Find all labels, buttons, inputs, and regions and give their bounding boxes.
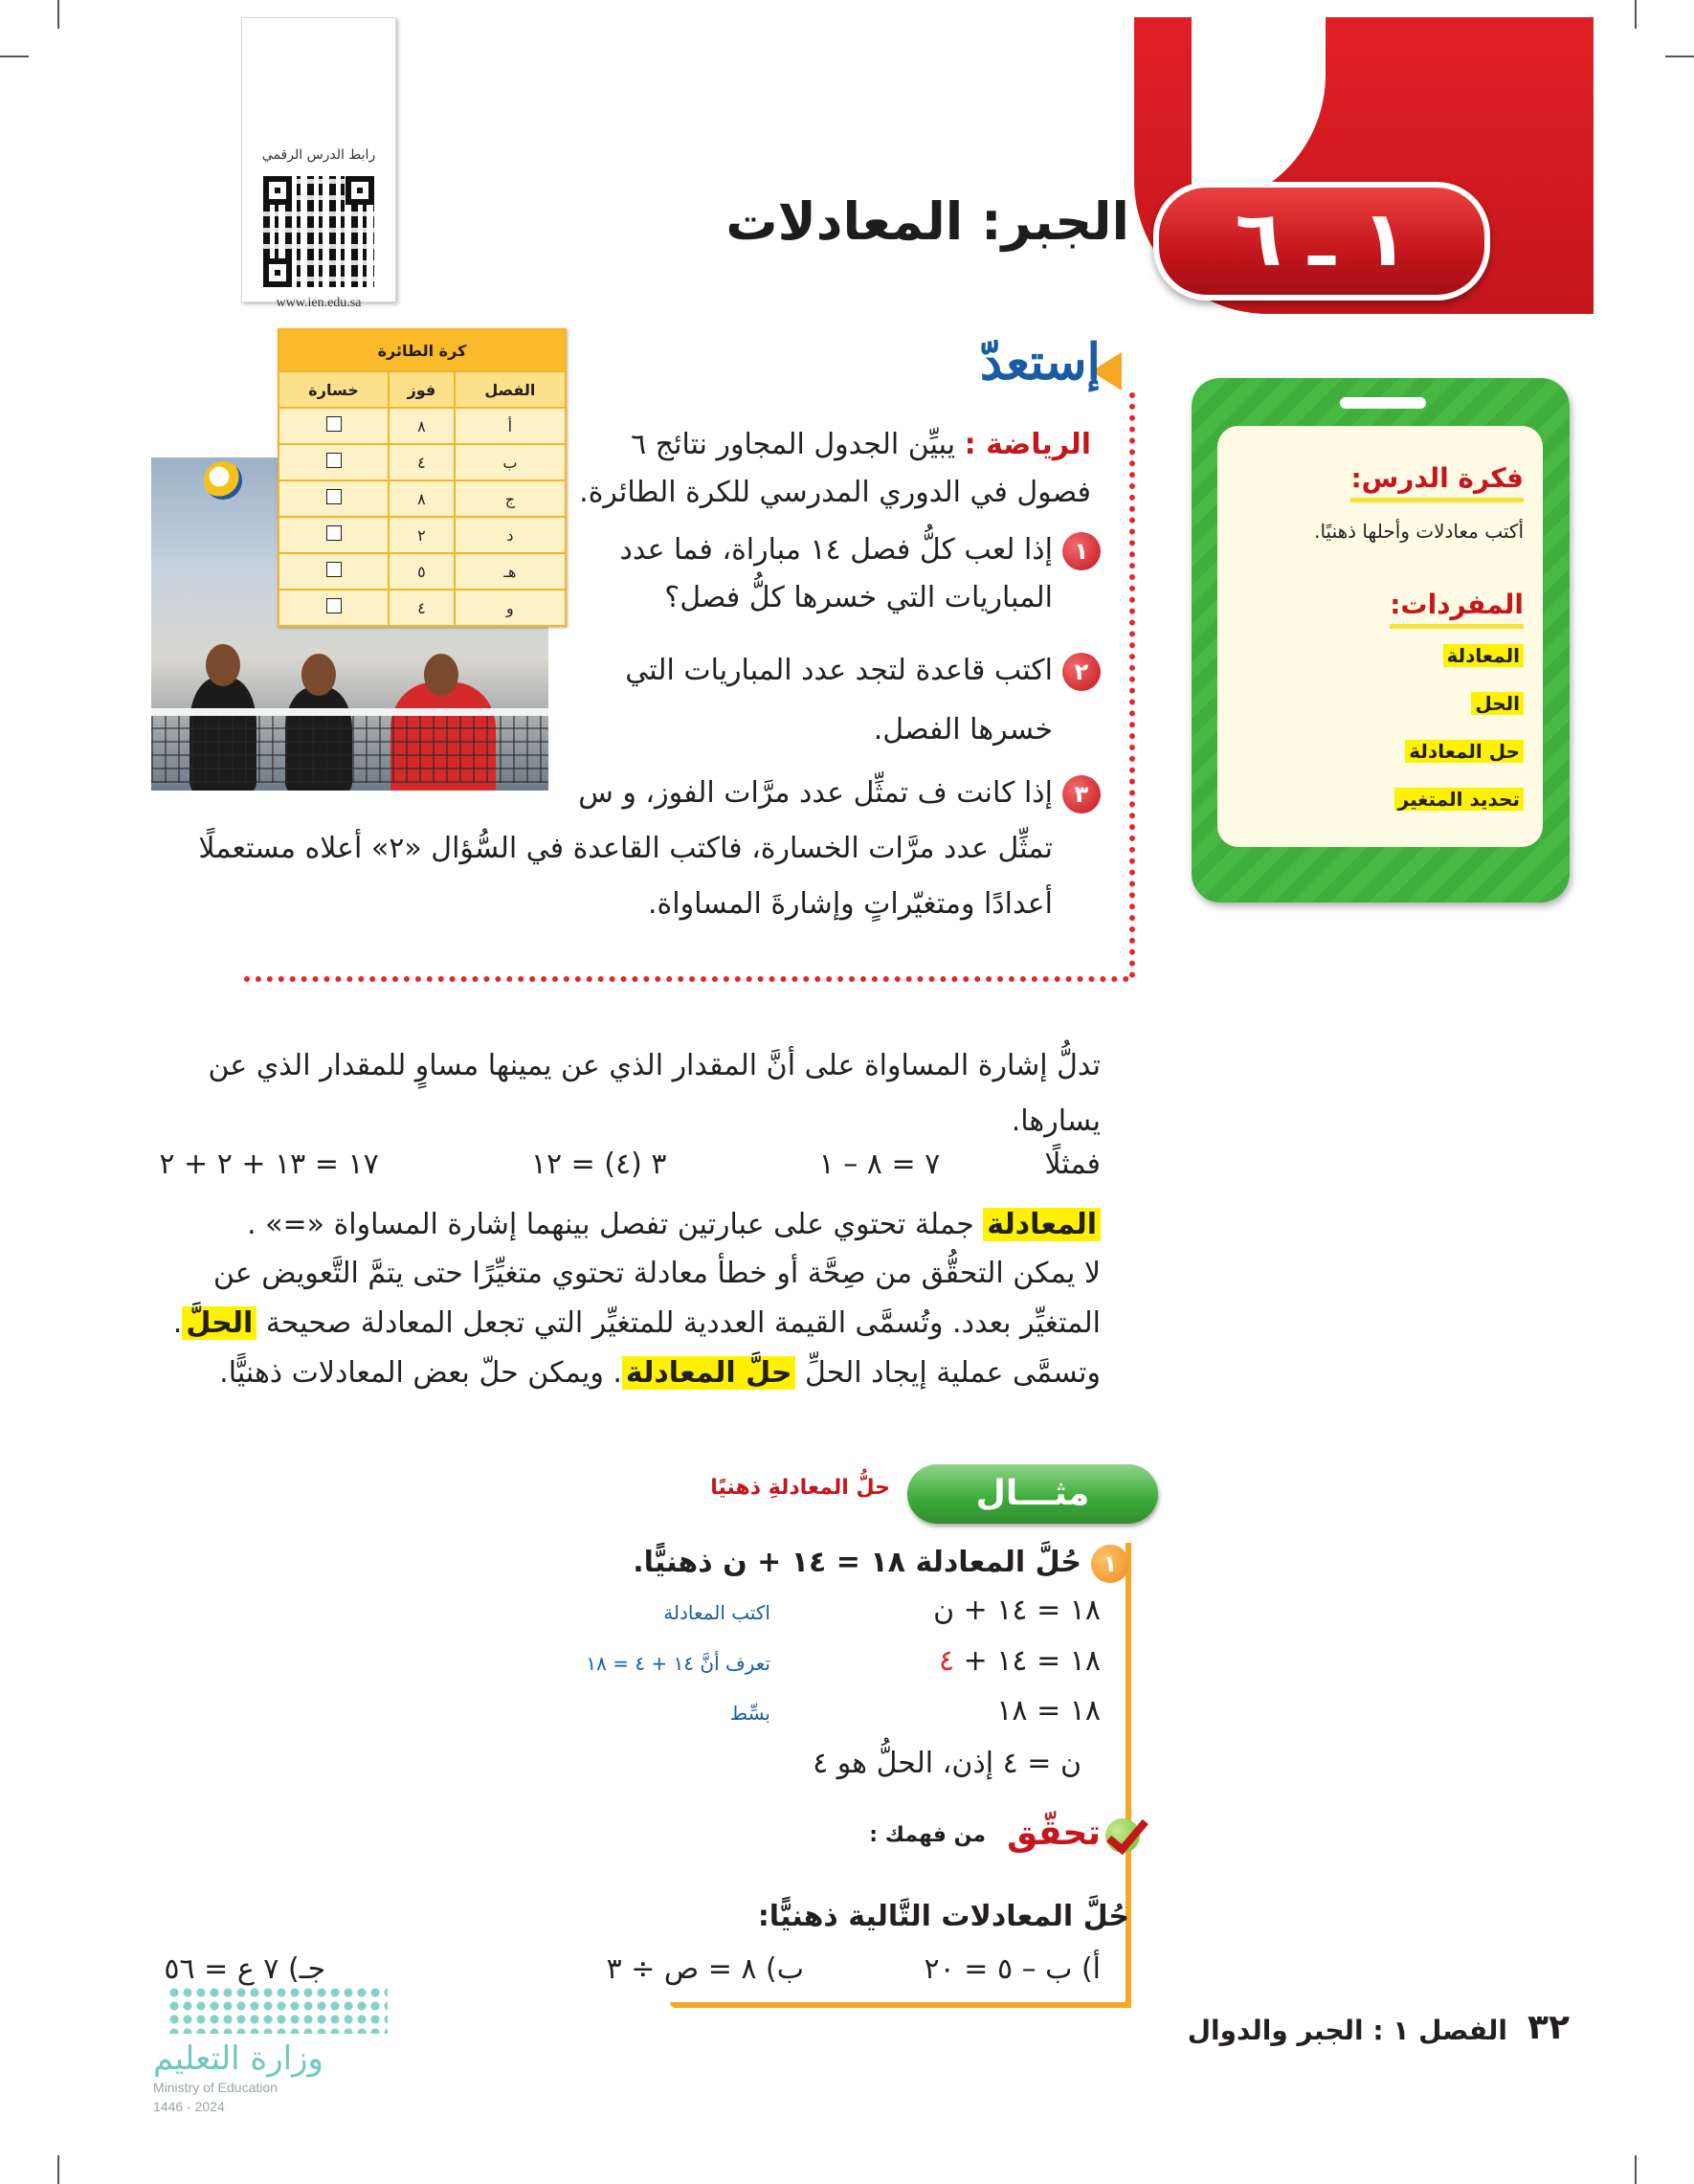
volleyball-icon xyxy=(204,461,242,500)
exercise-prompt: حُلَّ المعادلات التَّالية ذهنيًّا: xyxy=(757,1900,1129,1933)
qr-label: رابط الدرس الرقمي xyxy=(261,147,376,163)
qr-url[interactable]: www.ien.edu.sa xyxy=(276,296,362,310)
table-cell: هـ xyxy=(455,553,566,590)
lesson-sidebar xyxy=(1192,378,1570,903)
table-cell: ٢ xyxy=(389,517,455,553)
question-text: المباريات التي خسرها كلُّ فصل؟ xyxy=(664,581,1053,614)
sidebar-panel xyxy=(1217,426,1543,847)
solution-paragraph: لا يمكن التحقُّق من صِحَّة أو خطأ معادلة تحتوي متغيِّرًا حتى يتمَّ التَّعويض عن المتغيِّر بعدد. وتُسمَّى القيمة العددية للمتغيِّر التي تجعل المعادلة صحيحة الحلَّ. وتسمَّى عملية إيجاد الحلِّ حلَّ المعادلة. ويمكن حلّ بعض المعادلات ذهنيًّا. xyxy=(172,1257,1101,1390)
body-text: المتغيِّر بعدد. وتُسمَّى القيمة العددية للمتغيِّر التي تجعل المعادلة صحيحة xyxy=(265,1306,1101,1340)
checkbox-icon[interactable] xyxy=(326,525,342,541)
table-row xyxy=(279,590,566,626)
body-text: وتسمَّى عملية إيجاد الحلِّ xyxy=(805,1356,1101,1390)
question-text: إذا كانت ف تمثِّل عدد مرَّات الفوز، و س xyxy=(578,776,1053,810)
checkbox-icon[interactable] xyxy=(326,598,342,613)
qr-code-icon[interactable] xyxy=(263,176,374,287)
step-equation: ١٨ = ١٨ xyxy=(996,1694,1101,1727)
example-border xyxy=(1126,1543,1131,2004)
vocab-item: حل المعادلة xyxy=(1405,740,1524,763)
example-conclusion: ن = ٤ إذن، الحلُّ هو ٤ xyxy=(813,1747,1081,1780)
question-text: خسرها الفصل. xyxy=(873,713,1053,747)
crop-mark xyxy=(1665,56,1694,57)
volleyball-net xyxy=(151,708,548,783)
vocab-item: تحديد المتغير xyxy=(1394,788,1524,811)
explore-border xyxy=(1129,392,1135,978)
equation-highlight: ٤ xyxy=(938,1644,955,1678)
table-cell xyxy=(279,553,389,590)
example-equation: ١٧ = ١٣ + ٢ + ٢ xyxy=(159,1148,379,1181)
qr-card[interactable] xyxy=(241,17,396,310)
example-equation: ٧ = ٨ – ١ xyxy=(818,1148,941,1181)
body-text: تدلُّ إشارة المساواة على أنَّ المقدار الذي عن يمينها مساوٍ للمقدار الذي عن xyxy=(208,1049,1101,1082)
crop-mark xyxy=(1635,0,1637,29)
explore-border xyxy=(244,976,1129,982)
idea-heading: فكرة الدرس: xyxy=(1350,462,1524,502)
player-head xyxy=(206,644,240,686)
player-head xyxy=(301,654,336,696)
step-equation xyxy=(939,1644,1101,1678)
qr-finder xyxy=(263,258,292,287)
crop-mark xyxy=(57,2155,59,2184)
table-cell: ٨ xyxy=(389,408,455,444)
explore-intro xyxy=(579,421,1091,517)
table-row xyxy=(279,444,566,480)
table-header: فوز xyxy=(389,371,455,408)
chapter-label: الفصل ١ : الجبر والدوال xyxy=(1187,2015,1507,2046)
step-explanation: تعرف أنَّ ١٤ + ٤ = ١٨ xyxy=(586,1652,770,1675)
question-text: تمثِّل عدد مرَّات الخسارة، فاكتب القاعدة في السُّؤال «٢» أعلاه مستعملًا xyxy=(198,832,1053,865)
example-subtitle: حلُّ المعادلةِ ذهنيًا xyxy=(710,1476,890,1500)
examples-row xyxy=(159,1141,1101,1189)
body-text: جملة تحتوي على عبارتين تفصل بينهما إشارة المساواة «=» . xyxy=(247,1208,974,1241)
vocab-heading: المفردات: xyxy=(1390,589,1524,629)
volleyball-table xyxy=(278,328,567,627)
qr-finder xyxy=(345,176,374,205)
crop-mark xyxy=(1635,2155,1637,2184)
table-cell: ٤ xyxy=(389,444,455,480)
question-text: إذا لعب كلُّ فصل ١٤ مباراة، فما عدد xyxy=(619,533,1053,567)
equation-part: ١٨ = ١٤ + xyxy=(954,1644,1101,1678)
question-1 xyxy=(620,526,1102,622)
table-cell xyxy=(279,444,389,480)
example-badge: مثـــال xyxy=(907,1464,1158,1524)
intro-line: يبيِّن الجدول المجاور نتائج ٦ xyxy=(631,428,956,461)
table-cell xyxy=(279,408,389,444)
question-text: اكتب قاعدة لتجد عدد المباريات التي xyxy=(625,654,1053,687)
equality-paragraph xyxy=(209,1038,1101,1149)
idea-text: أكتب معادلات وأحلها ذهنيًا. xyxy=(1314,520,1524,543)
player-head xyxy=(424,654,458,696)
ministry-name-en: Ministry of Education xyxy=(153,2080,278,2095)
table-cell: ب xyxy=(455,444,566,480)
table-row xyxy=(279,517,566,553)
table-cell: ج xyxy=(455,480,566,517)
table-cell: ٥ xyxy=(389,553,455,590)
body-text: يسارها. xyxy=(1011,1104,1101,1138)
table-cell: و xyxy=(455,590,566,626)
question-number: ٢ xyxy=(1062,653,1101,691)
table-caption: كرة الطائرة xyxy=(279,329,566,371)
table-cell: أ xyxy=(455,408,566,444)
question-text: أعدادًا ومتغيّراتٍ وإشارةَ المساواة. xyxy=(648,887,1053,921)
qr-finder xyxy=(263,176,292,205)
vocab-item: المعادلة xyxy=(1443,644,1524,667)
example-number: ١ xyxy=(1091,1545,1129,1583)
checkbox-icon[interactable] xyxy=(326,489,342,504)
question-number: ٣ xyxy=(1062,775,1101,813)
body-text: . ويمكن حلّ بعض المعادلات ذهنيًّا. xyxy=(219,1356,622,1390)
example-label: فمثلًا xyxy=(1044,1148,1101,1181)
question-3 xyxy=(198,766,1101,932)
page-number: ٣٢ xyxy=(1527,2008,1570,2047)
prompt-text: حُلَّ المعادلة ١٨ = ١٤ + ن ذهنيًّا. xyxy=(633,1546,1081,1579)
exercise-c: جـ) ٧ ع = ٥٦ xyxy=(164,1952,325,1986)
table-row xyxy=(279,408,566,444)
explore-title: إستعدّ xyxy=(979,333,1101,391)
exercise-b: ب) ٨ = ص ÷ ٣ xyxy=(606,1952,804,1986)
check-subtitle: من فهمك : xyxy=(869,1823,986,1847)
checkbox-icon[interactable] xyxy=(326,453,342,468)
ministry-logo xyxy=(77,1986,323,2120)
definition-keyword: المعادلة xyxy=(983,1208,1101,1241)
table-cell xyxy=(279,517,389,553)
table-header: خسارة xyxy=(279,371,389,408)
intro-keyword: الرياضة : xyxy=(964,428,1091,461)
example-border xyxy=(670,2002,1131,2008)
step-explanation: بسِّط xyxy=(729,1702,770,1725)
table-row xyxy=(279,553,566,590)
table-cell: ٨ xyxy=(389,480,455,517)
example-prompt xyxy=(633,1539,1129,1587)
sidebar-handle xyxy=(1340,397,1426,409)
ministry-name-ar: وزارة التعليم xyxy=(153,2039,323,2078)
table-cell: ٤ xyxy=(389,590,455,626)
crop-mark xyxy=(0,56,29,57)
step-explanation: اكتب المعادلة xyxy=(663,1601,770,1624)
solve-keyword: حلَّ المعادلة xyxy=(622,1356,796,1390)
checkbox-icon[interactable] xyxy=(326,416,342,432)
check-title: تحقّق xyxy=(1007,1814,1101,1853)
table-row xyxy=(279,480,566,517)
logo-dots-icon xyxy=(167,1986,388,2034)
edition-year: 2024 - 1446 xyxy=(153,2099,225,2114)
vocab-item: الحل xyxy=(1471,692,1524,715)
intro-line: فصول في الدوري المدرسي للكرة الطائرة. xyxy=(579,476,1091,509)
lesson-title: الجبر: المعادلات xyxy=(725,191,1129,252)
check-mark-icon xyxy=(1105,1818,1140,1853)
table-header: الفصل xyxy=(455,371,566,408)
exercise-a: أ) ب – ٥ = ٢٠ xyxy=(924,1952,1101,1986)
lesson-number-badge: ١ ـ ٦ xyxy=(1153,182,1490,301)
crop-mark xyxy=(57,0,59,29)
example-equation: ٣ (٤) = ١٢ xyxy=(530,1148,667,1181)
table-cell xyxy=(279,590,389,626)
solution-keyword: الحلَّ xyxy=(182,1306,256,1340)
checkbox-icon[interactable] xyxy=(326,562,342,577)
body-text: لا يمكن التحقُّق من صِحَّة أو خطأ معادلة تحتوي متغيِّرًا حتى يتمَّ التَّعويض عن xyxy=(212,1257,1101,1290)
question-2 xyxy=(625,641,1101,760)
step-equation: ١٨ = ١٤ + ن xyxy=(933,1593,1101,1627)
table-cell xyxy=(279,480,389,517)
table-cell: د xyxy=(455,517,566,553)
definition-paragraph xyxy=(247,1201,1101,1249)
question-number: ١ xyxy=(1062,532,1101,570)
